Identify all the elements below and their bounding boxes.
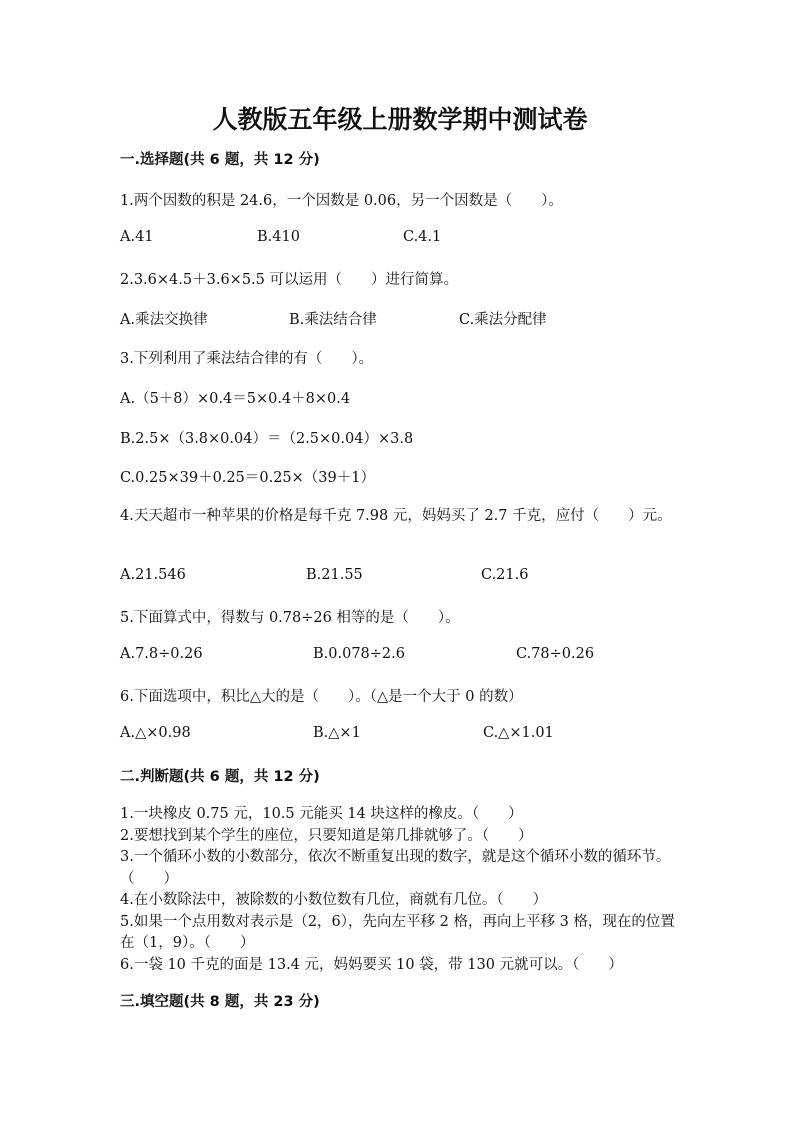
question-2-option-a: A.乘法交换律 (120, 312, 208, 328)
question-1-option-a: A.41 (120, 229, 154, 245)
question-6-stem: 6.下面选项中，积比△大的是（ ）。（△是一个大于 0 的数） (120, 689, 523, 705)
question-3-option-a: A.（5＋8）×0.4＝5×0.4＋8×0.4 (120, 391, 351, 407)
question-5-option-b: B.0.078÷2.6 (313, 646, 405, 662)
question-5-option-a: A.7.8÷0.26 (120, 646, 203, 662)
judge-item-3: 3.一个循环小数的小数部分，依次不断重复出现的数字，就是这个循环小数的循环节。（ ） (120, 849, 671, 887)
judge-item-2: 2.要想找到某个学生的座位，只要知道是第几排就够了。（ ） (120, 827, 533, 844)
section-heading-fill: 三.填空题(共 8 题，共 23 分) (120, 994, 320, 1010)
judge-item-5: 5.如果一个点用数对表示是（2，6），先向左平移 2 格，再向上平移 3 格，现在的位置在（1，9）。（ ） (120, 913, 675, 951)
question-3-stem: 3.下列利用了乘法结合律的有（ ）。 (120, 351, 374, 367)
question-6-option-c: C.△×1.01 (483, 725, 554, 741)
question-2-stem: 2.3.6×4.5＋3.6×5.5 可以运用（ ）进行简算。 (120, 272, 458, 288)
page-title: 人教版五年级上册数学期中测试卷 (212, 105, 588, 134)
question-2-option-c: C.乘法分配律 (459, 312, 547, 328)
judge-item-1: 1.一块橡皮 0.75 元，10.5 元能买 14 块这样的橡皮。（ ） (120, 806, 523, 822)
question-6-option-b: B.△×1 (313, 725, 361, 741)
question-1-option-b: B.410 (257, 229, 300, 245)
question-6-option-a: A.△×0.98 (120, 725, 191, 741)
question-2-option-b: B.乘法结合律 (289, 312, 377, 328)
question-3-option-c: C.0.25×39＋0.25＝0.25×（39＋1） (120, 470, 375, 486)
question-1-stem: 1.两个因数的积是 24.6，一个因数是 0.06，另一个因数是（ ）。 (120, 193, 563, 209)
judge-item-4: 4.在小数除法中，被除数的小数位数有几位，商就有几位。（ ） (120, 892, 548, 908)
section-heading-judge: 二.判断题(共 6 题，共 12 分) (120, 769, 320, 785)
question-5-stem: 5.下面算式中，得数与 0.78÷26 相等的是（ ）。 (120, 610, 460, 626)
question-1-option-c: C.4.1 (403, 229, 442, 245)
question-4-option-c: C.21.6 (481, 567, 529, 583)
question-5-option-c: C.78÷0.26 (516, 646, 595, 662)
judge-item-6: 6.一袋 10 千克的面是 13.4 元，妈妈要买 10 袋，带 130 元就可以。（ ） (120, 956, 623, 973)
judge-list (120, 804, 676, 976)
section-heading-choice: 一.选择题(共 6 题，共 12 分) (120, 152, 320, 168)
question-4-option-a: A.21.546 (120, 567, 186, 583)
question-4-option-b: B.21.55 (306, 567, 363, 583)
question-4-stem: 4.天天超市一种苹果的价格是每千克 7.98 元，妈妈买了 2.7 千克，应付（ ）元。 (120, 508, 672, 524)
question-3-option-b: B.2.5×（3.8×0.04）＝（2.5×0.04）×3.8 (120, 431, 414, 447)
